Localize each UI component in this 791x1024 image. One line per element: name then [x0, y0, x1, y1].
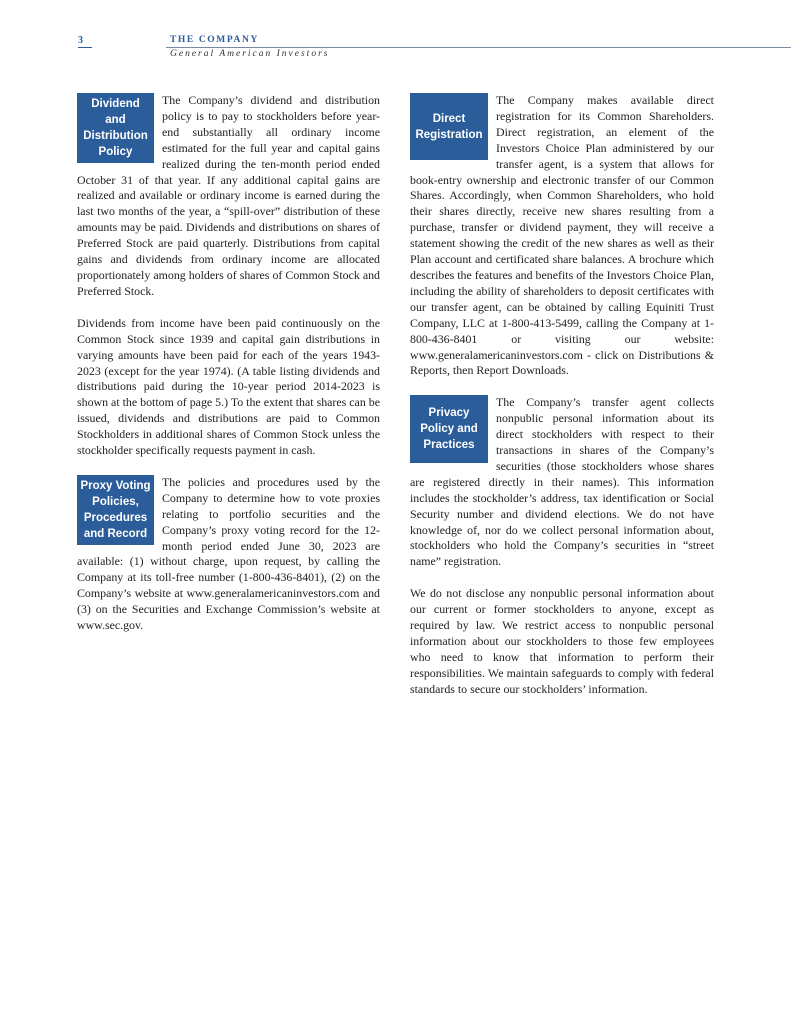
direct-registration-paragraph: The Company makes available direct registration for its Common Shareholders. Direct registration, an element of the Investors Choice Plan administered by our transfer agent, is a system that allows for book-entry ownership and electronic transfer of our Common Shares. Accordingly, when Common Shareholders, who hold their shares directly, receive new shares resulting from a purchase, transfer or dividend payment, they will receive a statement showing the credit of the new shares as well as their Plan account and certificated share balances. A brochure which describes the features and benefits of the Investors Choice Plan, including the ability of shareholders to deposit certificates with our transfer agent, can be obtained by calling Equiniti Trust Company, LLC at 1-800-413-5499, calling the Company at 1-800-436-8401 or visiting our website: www.generalamericaninvestors.com - click on Distributions & Reports, then Report Downloads.: [410, 93, 714, 378]
page-number-rule: [78, 47, 92, 48]
page-number: 3: [78, 35, 84, 46]
right-column: [410, 93, 714, 714]
left-column: [77, 93, 380, 650]
company-title: THE COMPANY: [170, 35, 259, 45]
proxy-voting-label-text: Proxy Voting Policies, Procedures and Record: [80, 479, 151, 540]
direct-registration-label-text: Direct Registration: [415, 112, 483, 141]
privacy-paragraph-1: The Company’s transfer agent collects nonpublic personal information about its direct stockholders with respect to their transactions in shares of the Company’s securities (those stockholders whose shares are registered directly in their names). This information includes the stockholder’s address, tax identification or Social Security number and dividend elections. We do not have knowledge of, nor do we collect personal information about, stockholders who hold the Company’s securities in “street name” registration.: [410, 395, 714, 569]
proxy-section: [77, 475, 380, 634]
direct-registration-section: [410, 93, 714, 379]
dividend-policy-label: [77, 93, 154, 163]
privacy-policy-label: [410, 395, 488, 463]
header-rule: [166, 47, 791, 48]
privacy-section: [410, 395, 714, 697]
dividend-paragraph-2: Dividends from income have been paid continuously on the Common Stock since 1939 and capital gain distributions in varying amounts have been paid for each of the years 1943-2023 (except for the year 1974). (A table listing dividends and distributions paid during the 10-year period 2014-2023 is shown at the bottom of page 5.) To the extent that shares can be issued, dividends and distributions are paid to Common Stockholders in additional shares of Common Stock unless the stockholder specifically requests payment in cash.: [77, 315, 380, 458]
direct-registration-label: [410, 93, 488, 160]
privacy-paragraph-2: We do not disclose any nonpublic personal information about our current or former stockholders to anyone, except as required by law. We restrict access to nonpublic personal information about our stockholders to those few employees who need to know that information to perform their responsibilities. We maintain safeguards to comply with federal standards to secure our stockholders’ information.: [410, 586, 714, 696]
proxy-voting-label: [77, 475, 154, 545]
company-subtitle: General American Investors: [170, 49, 330, 59]
dividend-paragraph-1: The Company’s dividend and distribution policy is to pay to stockholders before year-end substantially all ordinary income estimated for the full year and capital gains realized during the ten-month period ended October 31 of that year. If any additional capital gains are realized and available or ordinary income is earned during the last two months of the year, a “spill-over” distribution of these amounts may be paid. Dividends and distributions on shares of Preferred Stock are paid quarterly. Distributions from capital gains and dividends from ordinary income are allocated proportionately among holders of shares of Common Stock and Preferred Stock.: [77, 93, 380, 298]
dividend-policy-label-text: Dividend and Distribution Policy: [83, 98, 148, 158]
proxy-paragraph-1: The policies and procedures used by the Company to determine how to vote proxies relating to portfolio securities and the Company’s proxy voting record for the 12-month period ended June 30, 2023 are available: (1) without charge, upon request, by calling the Company at its toll-free number (1-800-436-8401), (2) on the Company’s website at www.generalamericaninvestors.com and (3) on the Securities and Exchange Commission’s website at www.sec.gov.: [77, 474, 380, 633]
privacy-policy-label-text: Privacy Policy and Practices: [420, 407, 478, 452]
dividend-section: [77, 93, 380, 459]
